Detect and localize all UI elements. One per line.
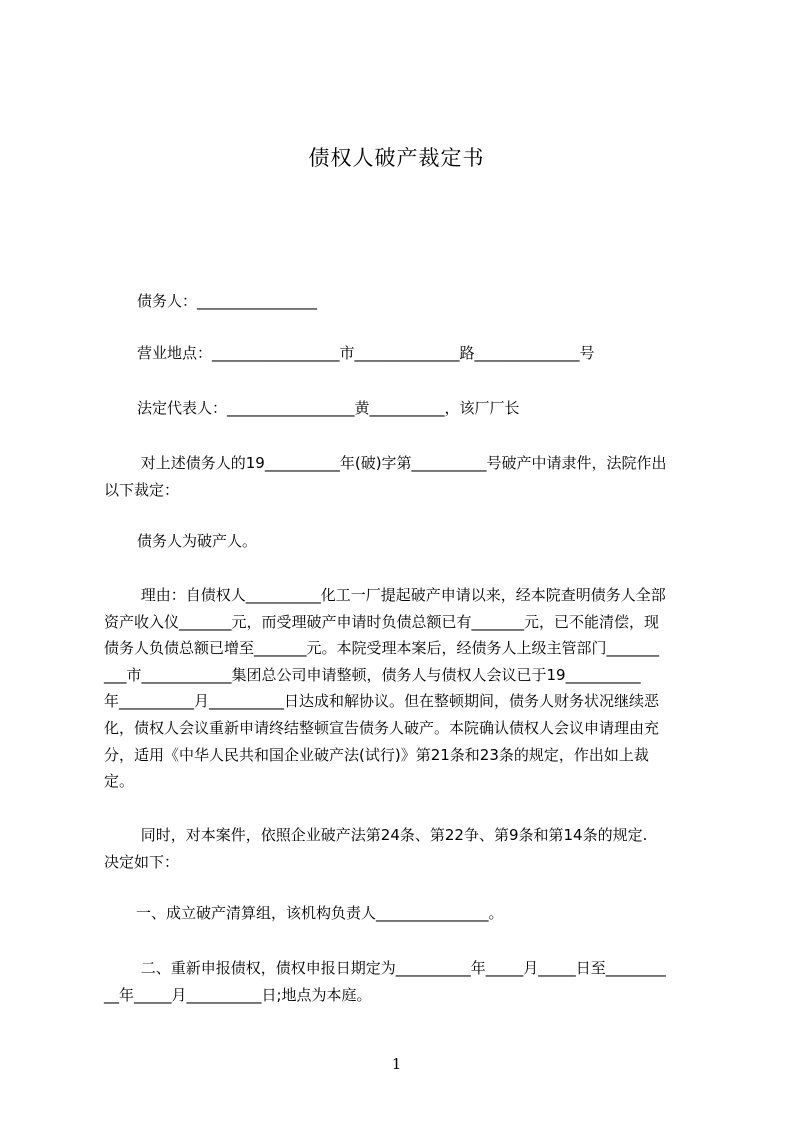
business-address-line: 营业地点：_________________市______________路______________号 xyxy=(137,344,595,362)
reason-paragraph-line: 化，债权人会议重新申请终结整顿宣告债务人破产。本院确认债权人会议申请理由充 xyxy=(104,718,660,737)
reason-paragraph-line: 定。 xyxy=(104,772,135,791)
item-two-line: __年_____月__________日;地点为本庭。 xyxy=(104,985,372,1004)
item-one-line: 一、成立破产清算组，该机构负责人_______________。 xyxy=(136,904,504,922)
document-title: 债权人破产裁定书 xyxy=(308,146,485,170)
item-two-paragraph xyxy=(104,955,704,1008)
page-number: 1 xyxy=(391,1055,402,1073)
reason-paragraph-line: ___市____________集团总公司申请整顿，债务人与债权人会议已于19__________ xyxy=(104,665,641,684)
reason-paragraph-line: 理由：自债权人__________化工一厂提起破产申请以来，经本院查明债务人全部 xyxy=(136,586,666,604)
case-paragraph xyxy=(104,450,704,503)
legal-representative-line: 法定代表人：_________________黄__________，该厂厂长 xyxy=(137,399,520,417)
case-paragraph-line: 对上述债务人的19__________年(破)字第__________号破产中请隶件，法院作出 xyxy=(136,454,667,472)
reason-paragraph-line: 资产收入仪_______元，而受理破产申请时负债总额已有_______元，已不能清偿，现 xyxy=(104,612,660,631)
simultaneous-paragraph-line: 决定如下： xyxy=(104,852,180,871)
simultaneous-paragraph-line: 同时，对本案件，依照企业破产法第24条、第22争、第9条和第14条的规定. xyxy=(136,826,648,844)
simultaneous-paragraph xyxy=(104,822,704,875)
ruling-line: 债务人为破产人。 xyxy=(137,532,258,550)
reason-paragraph-line: 债务人负债总额已增至_______元。本院受理本案后，经债务人上级主管部门_______ xyxy=(104,639,660,658)
debtor-line: 债务人：________________ xyxy=(137,292,318,310)
reason-paragraph-line: 分，适用《中华人民共和国企业破产法(试行)》第21条和23条的规定，作出如上裁 xyxy=(104,745,649,764)
item-two-line: 二、重新申报债权，债权申报日期定为__________年_____月_____日至________ xyxy=(136,959,666,977)
case-paragraph-line: 以下裁定： xyxy=(104,480,180,499)
reason-paragraph xyxy=(104,582,704,795)
reason-paragraph-line: 年__________月__________日达成和解协议。但在整顿期间，债务人财务状况继续恶 xyxy=(104,692,660,711)
